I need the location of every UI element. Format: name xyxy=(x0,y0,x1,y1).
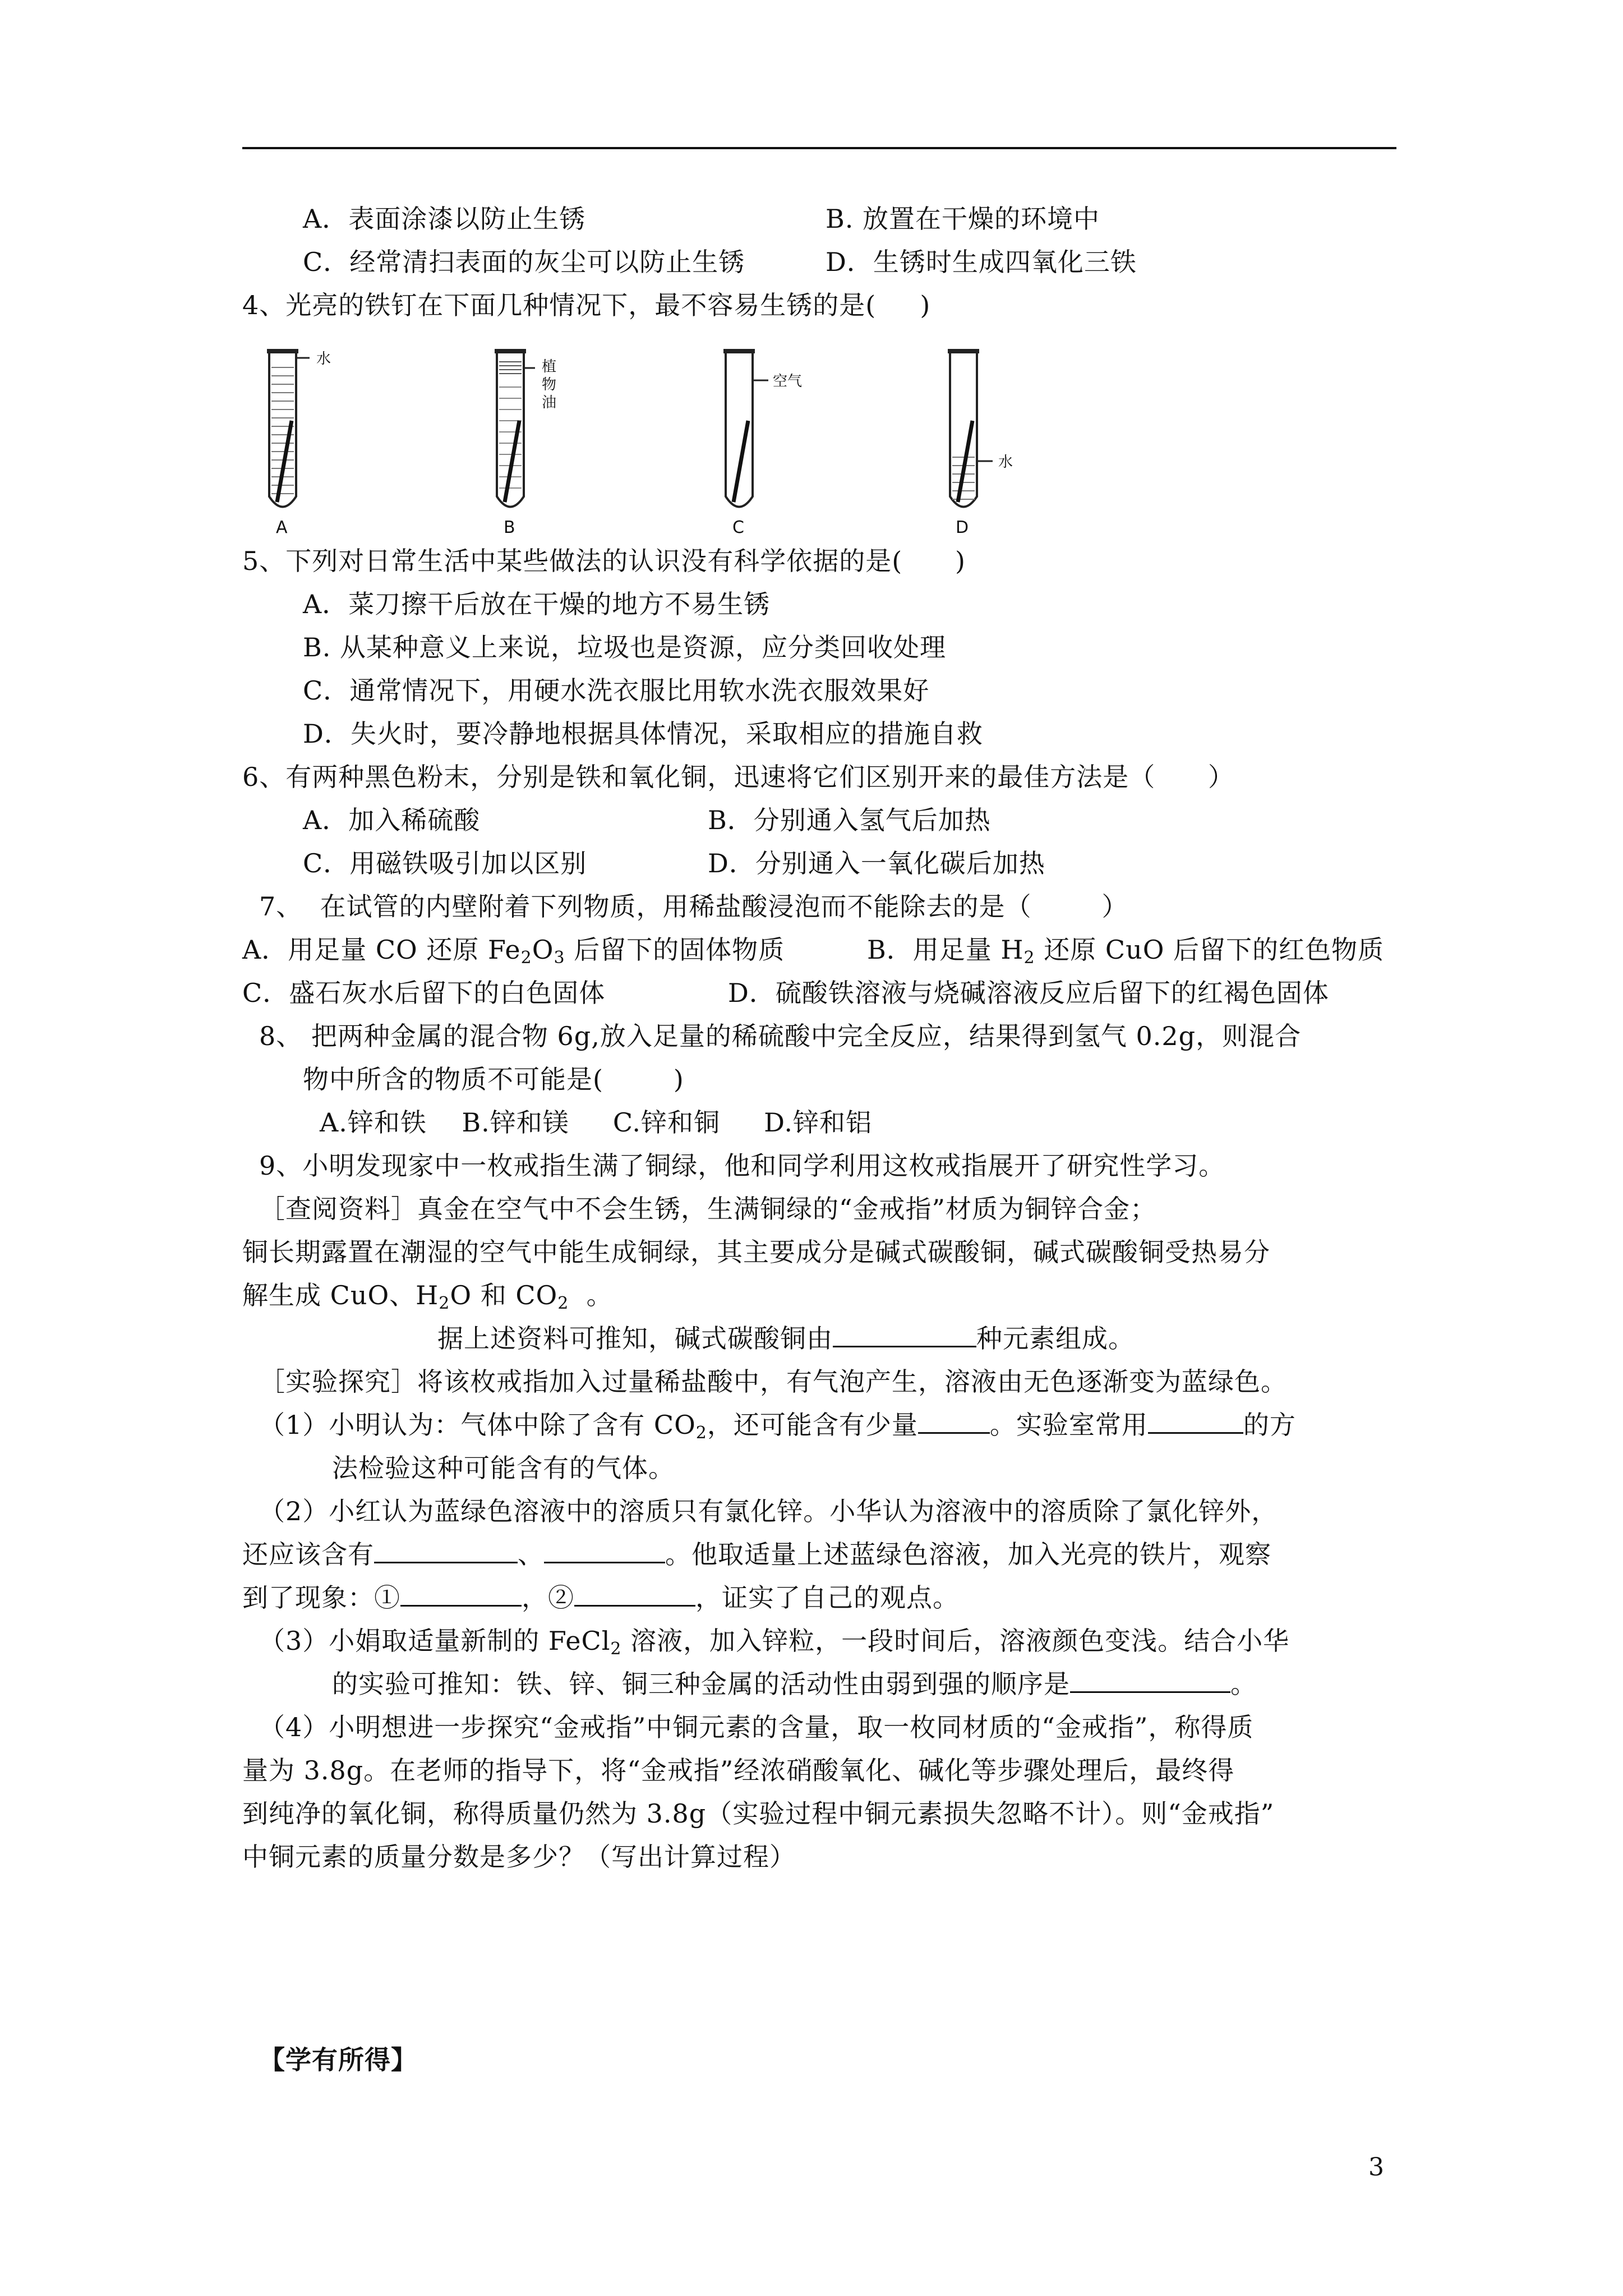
q9-part1-line2: 法检验这种可能含有的气体。 xyxy=(332,1453,675,1483)
label-air: 空气 xyxy=(773,373,803,390)
answer-blank-gas[interactable] xyxy=(918,1409,990,1434)
q5-option-b: B. 从某种意义上来说，垃圾也是资源，应分类回收处理 xyxy=(303,632,947,662)
q9-part3-line2: 的实验可推知：铁、锌、铜三种金属的活动性由弱到强的顺序是 。 xyxy=(332,1669,1257,1699)
q3-option-c: C．经常清扫表面的灰尘可以防止生锈 xyxy=(303,247,745,277)
q6-stem: 6、有两种黑色粉末，分别是铁和氧化铜，迅速将它们区别开来的最佳方法是（ ） xyxy=(242,762,1234,792)
label-water-a: 水 xyxy=(316,351,331,367)
q6-option-b: B．分别通入氢气后加热 xyxy=(708,805,991,835)
q3-option-a: A．表面涂漆以防止生锈 xyxy=(303,204,586,234)
label-oil-3: 油 xyxy=(542,394,557,411)
q9-reference-3: 解生成 CuO、$H_2O$ 和 $CO_2$ 。 xyxy=(242,1280,613,1313)
q6-option-a: A．加入稀硫酸 xyxy=(303,805,481,835)
label-oil-1: 植 xyxy=(542,358,557,375)
q4-stem: 4、光亮的铁钉在下面几种情况下，最不容易生锈的是( ) xyxy=(242,290,931,320)
test-tube-figure xyxy=(242,337,1117,539)
q9-part2-line1: （2）小红认为蓝绿色溶液中的溶质只有氯化锌。小华认为溶液中的溶质除了氯化锌外， xyxy=(259,1496,1278,1526)
answer-blank-solute-2[interactable] xyxy=(544,1538,665,1563)
q9-reference-1: ［查阅资料］真金在空气中不会生锈，生满铜绿的“金戒指”材质为铜锌合金； xyxy=(259,1194,1157,1224)
q5-option-d: D．失火时，要冷静地根据具体情况，采取相应的措施自救 xyxy=(303,719,983,749)
q3-option-d: D．生锈时生成四氧化三铁 xyxy=(826,247,1137,277)
page-number: 3 xyxy=(1368,2153,1384,2182)
q9-part4-line2: 量为 3.8g。在老师的指导下，将“金戒指”经浓硝酸氧化、碱化等步骤处理后，最终得 xyxy=(242,1755,1235,1786)
q5-stem: 5、下列对日常生活中某些做法的认识没有科学依据的是( ) xyxy=(242,546,966,576)
q3-option-b: B. 放置在干燥的环境中 xyxy=(826,204,1100,234)
q8-stem-line1: 8、 把两种金属的混合物 6g,放入足量的稀硫酸中完全反应，结果得到氢气 0.2g，则混合 xyxy=(259,1021,1302,1051)
test-tube-a xyxy=(267,349,331,537)
label-oil-2: 物 xyxy=(542,376,557,393)
test-tube-c xyxy=(723,349,802,537)
answer-blank-phenomenon-2[interactable] xyxy=(574,1581,695,1607)
answer-blank-phenomenon-1[interactable] xyxy=(400,1581,522,1607)
q5-option-c: C．通常情况下，用硬水洗衣服比用软水洗衣服效果好 xyxy=(303,675,930,706)
q9-part2-line2: 还应该含有 、 。他取适量上述蓝绿色溶液，加入光亮的铁片，观察 xyxy=(242,1539,1271,1570)
answer-blank-solute-1[interactable] xyxy=(374,1538,518,1563)
letter-b: B xyxy=(504,518,515,537)
q5-option-a: A．菜刀擦干后放在干燥的地方不易生锈 xyxy=(303,589,771,619)
q9-part4-line4: 中铜元素的质量分数是多少？（写出计算过程） xyxy=(242,1842,796,1872)
q6-option-c: C．用磁铁吸引加以区别 xyxy=(303,848,587,878)
q9-experiment: ［实验探究］将该枚戒指加入过量稀盐酸中，有气泡产生，溶液由无色逐渐变为蓝绿色。 xyxy=(259,1366,1287,1397)
header-rule xyxy=(242,147,1396,149)
section-heading: 【学有所得】 xyxy=(259,2045,417,2075)
answer-blank-elements[interactable] xyxy=(833,1322,976,1347)
q7-option-b: B．用足量 $H_2$ 还原 CuO 后留下的红色物质 xyxy=(867,935,1385,968)
q7-option-c: C．盛石灰水后留下的白色固体 xyxy=(242,978,606,1008)
q7-stem: 7、 在试管的内壁附着下列物质，用稀盐酸浸泡而不能除去的是（ ） xyxy=(259,891,1128,922)
q9-part1-line1: （1）小明认为：气体中除了含有 $CO_2$，还可能含有少量 。实验室常用 的方 xyxy=(259,1410,1296,1443)
answer-blank-test-method[interactable] xyxy=(1148,1409,1243,1434)
q9-inference: 据上述资料可推知，碱式碳酸铜由 种元素组成。 xyxy=(437,1323,1135,1354)
q7-option-d: D．硫酸铁溶液与烧碱溶液反应后留下的红褐色固体 xyxy=(728,978,1329,1008)
label-water-d: 水 xyxy=(998,454,1013,471)
q9-part4-line1: （4）小明想进一步探究“金戒指”中铜元素的含量，取一枚同材质的“金戒指”，称得质 xyxy=(259,1712,1254,1742)
q7-option-a: A．用足量 CO 还原 $Fe_2O_3$ 后留下的固体物质 xyxy=(242,935,785,968)
q9-stem: 9、小明发现家中一枚戒指生满了铜绿，他和同学利用这枚戒指展开了研究性学习。 xyxy=(259,1151,1225,1181)
test-tube-b xyxy=(495,349,556,537)
test-tube-d xyxy=(948,349,1013,537)
q6-option-d: D．分别通入一氧化碳后加热 xyxy=(708,848,1045,878)
q9-part3-line1: （3）小娟取适量新制的 FeCl$_2$ 溶液，加入锌粒，一段时间后，溶液颜色变浅。结合小华 xyxy=(259,1626,1290,1659)
q8-options: A.锌和铁 B.锌和镁 C.锌和铜 D.锌和铝 xyxy=(320,1107,873,1138)
q8-stem-line2: 物中所含的物质不可能是( ) xyxy=(303,1064,684,1094)
letter-a: A xyxy=(276,518,288,537)
answer-blank-activity-order[interactable] xyxy=(1070,1668,1230,1693)
q9-reference-2: 铜长期露置在潮湿的空气中能生成铜绿，其主要成分是碱式碳酸铜，碱式碳酸铜受热易分 xyxy=(242,1237,1270,1267)
q9-part4-line3: 到纯净的氧化铜，称得质量仍然为 3.8g（实验过程中铜元素损失忽略不计）。则“金戒指” xyxy=(242,1798,1275,1829)
q9-part2-line3: 到了现象：① ，② ，证实了自己的观点。 xyxy=(242,1582,959,1613)
letter-d: D xyxy=(956,518,969,537)
letter-c: C xyxy=(732,518,744,537)
